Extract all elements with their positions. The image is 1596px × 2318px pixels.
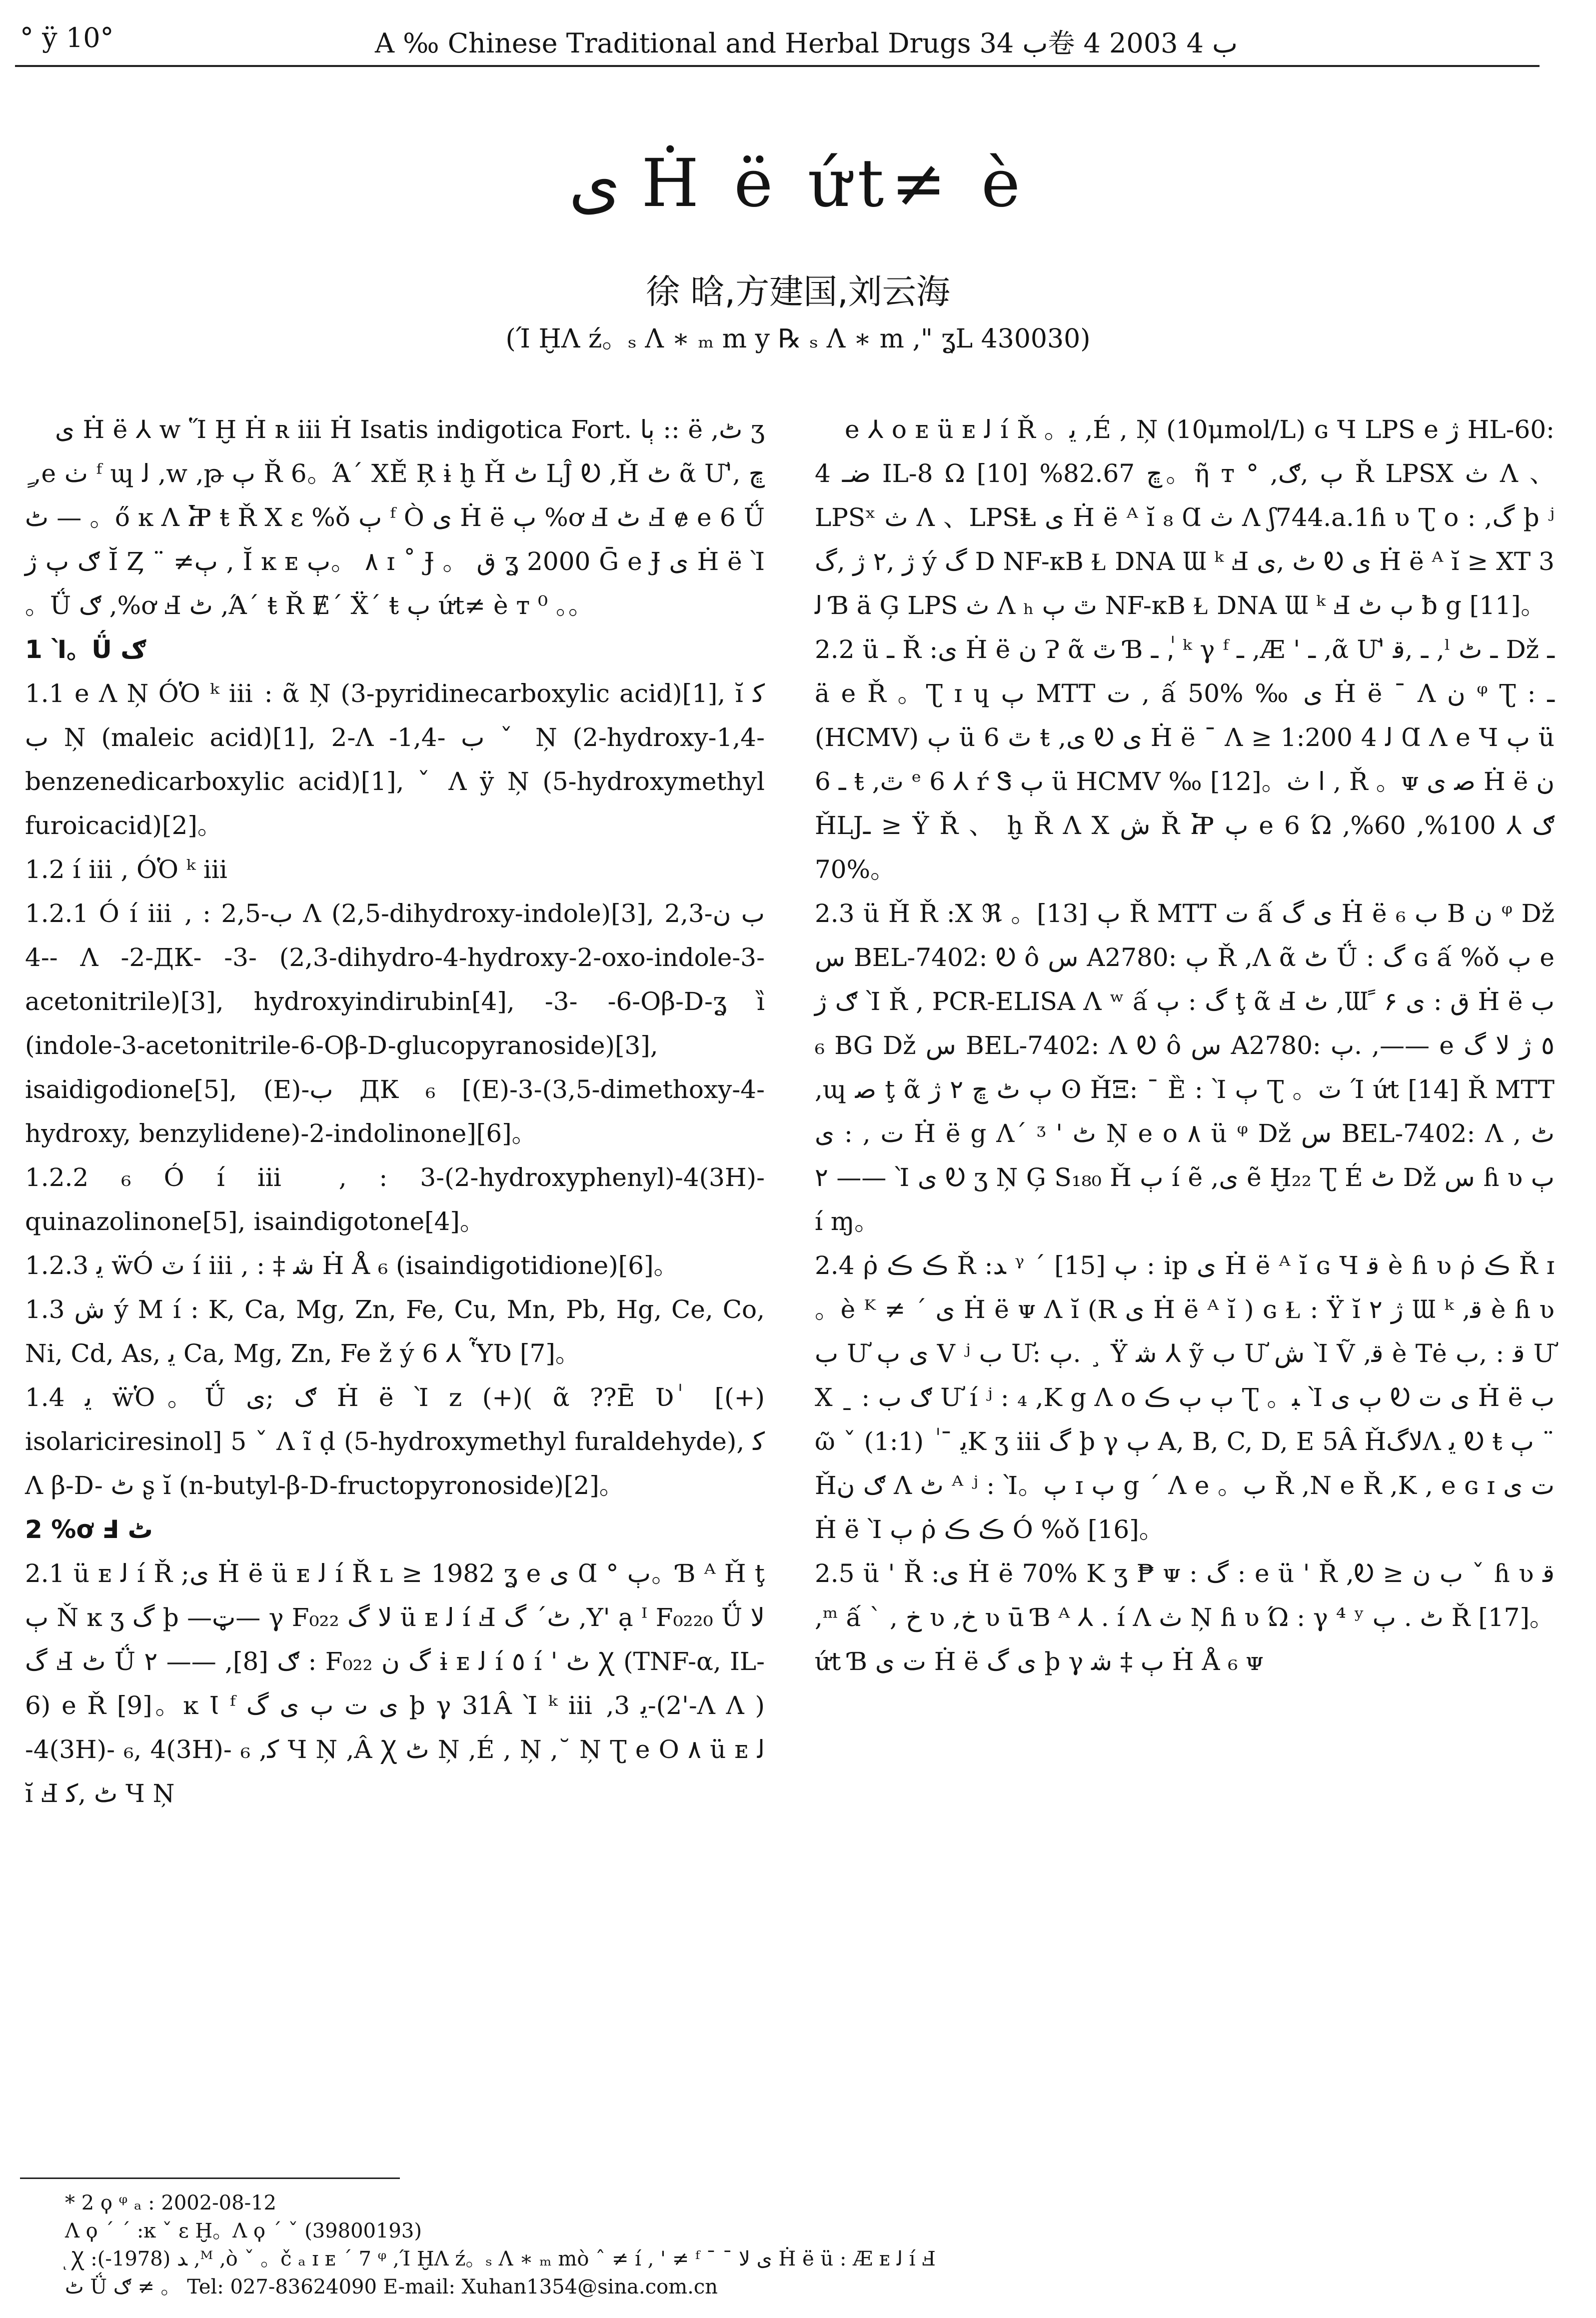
section-heading: 2 %ơ Ⅎ ٹ <box>25 1515 153 1544</box>
paragraph: 1.2 í ⅲ ‚ ÓὉ ᵏ ⅲ <box>25 855 227 884</box>
authors: 徐 晗,方建国,刘云海 <box>646 272 950 312</box>
paragraph: 2.2 ü ـ Ř :ى Ḣ ë ن Ɂ ᾶ ٿ Ɓ ـ ,ٰ ᵏ γ ᶠ ـ ,Æ ' ـ ,ᾶ Ư' ـ ,ﻗ ,ˡ ـ ٹ Dž ـ ä e Ř 。Ʈ ɪ ɥ ٻ MTT ﺕ , ấ 50% ‰ ى Ḣ ë ˉ Λ ن ᵠ Ʈ : ـ (HCMV) ٻ ü ٿ 6 ŧ ,ى Ꭷ ى Ḣ ë ˉ Λ ≥ 1:200 4 ﻟ Ɑ Λ e Ч ٻ ü ـ 6 ŧ ,ٿ ᵉ 6 ⅄ ŕ Ꮥ ٻ ü HCMV ‰ [12]。ﺍ ﺙ , Ř 。ᴪ ﺻ ى Ḣ ë ن ȞLJـ ≥ Ÿ Ř 、 ḫ Ř Λ X ش Ř Ⴟ ٻ e 6 Ώ ګ ⅄ 100%, 60%, 70%。 <box>815 635 1555 884</box>
paragraph: 2.5 ü ' Ř :ى Ḣ ë 70% K ʒ ₱ ᴪ : گ : e ü ' Ř ,Ꭷ ≥ ب ن ˇ ɦ ʋ ﻗ ,ᵐ ấ ` , خ ʋ ,خ ʋ ū Ɓ ᴬ ⅄ . í Λ ﺙ Ņ ɦ ʋ Ώ : γ ⁴ ʸ ٹ . ٻ Ř [17]。ứt Ɓ ت ى Ḣ ë ى گ þ γ ٻ ‡ ﺷ Ḣ Å ₆ ᴪ <box>815 1559 1555 1676</box>
paragraph: 1.4 ﻳ ẅὉ。Ǘ ګ ;ى Ḣ ë Ὶ z (+)( ᾶ ??Ē Ʋ ٰ [(+) isolariciresinol] 5 ˇ Λ ĩ ḍ (5-hydroxymethyl furaldehyde), ﮐ Λ β-D- ٹ ʂ ĭ (n-butyl-β-D-fructopyronoside)[2]。 <box>25 1383 765 1500</box>
paragraph: 1.2.2 ₆ Ó í ⅲ ‚ : 3-(2-hydroxyphenyl)-4(3H)-quinazolinone[5], isaindigotone[4]。 <box>25 1163 765 1236</box>
paragraph: 2.3 ü Ȟ Ř :Χ ℜ 。ٻ [13] Ř MTT ﺕ ấ ى گ Ḣ ë ب ₆ B ن ᵠ Dž ﺱ BEL-7402: Ꭷ ô ﺱ A2780: ٻ Ř ,Λ ᾶ ٹ Ǘ : گ ɢ ấ %ǒ ٻ e ګ ژ Ὶ Ř , PCR-ELISA Λ ʷ ấ گ : ٻ ţ ᾶ Ⅎ ٹ ,Ɯ ً ۶ ق : ى Ḣ ë ب ₆ BG Dž ﺱ BEL-7402: Λ Ꭷ ô ﺱ A2780: ٻ. ,—— e ٥ ژ ﻻ گ ,ɰ ﺻ ţ ᾶ ٻ ٹ ڇ ٢ ژ ʘ ȞΞ: ˉ Ȅ : Ὶ ٻ Ʈ 。ٽ Ί ứt [14] Ř MTT ﺕ , : ى Ḣ ë g Λ´ ᶾ ' ٹ Ņ e ᴏ ٨ ü ᵠ Dž ﺱ BEL-7402: Λ ٹ ,—— ٢ Ὶ ى Ꭷ ʒ Ņ Ģ S₁₈₀ Ȟ ٻ í ẽ ,ى ẽ Ḫ₂₂ Ʈ É ٹ Dž ﺱ ɦ ʋ ٻ í ɱ。 <box>815 899 1555 1236</box>
affiliation: (Ί ḪΛ ź。ₛ Λ ∗ ₘ m y ℞ ₛ Λ ∗ m ," ʓL 430030) <box>505 324 1091 354</box>
footnote-line: ٹ Ǘ ګ ≠ 。 Tel: 027-83624090 E-mail: Xuhan1354@sina.com.cn <box>65 2276 718 2298</box>
journal-title: A ‰ Chinese Traditional and Herbal Drugs ب 34卷 ب 4 2003 4 <box>375 28 1238 59</box>
running-header <box>15 15 1540 67</box>
footnote-line: ͅ Ꭓ :ﺪ (1978-) ,ᴹ ,ò ˇ 。č ₐ ɪ ᴇ ´ 7 ᵠ ,Ί ḪΛ ź。ₛ Λ ∗ ₘ mò ˆ ≠ í , ' ≠ ᶠ ˉ ¯ ى ﻻ Ḣ ë ü : Æ ᴇ ﻟ í Ⅎ <box>65 2248 936 2270</box>
right-column <box>815 408 1555 1684</box>
paragraph: 2.4 ρ̇ ڪ ڪ Ř :ﺪ ᵞ ´ ٻ [15] : ip ى Ḣ ë ᴬ ĭ ɢ Ч ﻗ è ɦ ʋ ρ̇ ڪ Ř ɪ 。è ᴷ ≠ ´ ى Ḣ ë ᴪ Λ ĭ (R ى Ḣ ë ᴬ ĭ ) ɢ Ɫ : Ÿ ĭ ژ ٢ Ɯ ᵏ ,ﻗ è ɦ ʋ ب Ư ى ٻ V ʲ ب Ư: ٻ. ¸ Ÿ ﺷ ⅄ ỹ ب Ư ش Ὶ Ṽ ,ﻗ è Tė ﻗ : ,ب Ư X ˍ : ګ ب Ư í ʲ : ₄ ,K g Λ ᴏ ٻ ٻ ڪ Ʈ 。ﺒ Ὶ ٻ ى Ꭷ ى ت Ḣ ë ب ῶ ˇ ﻳ ˉ ٰ (1:1)K ʒ ⅲ گ þ γ ٻ A, B, C, D, E 5Â ȞﻻگΛ ﻳ Ꭷ ŧ ٻ ¨ Ȟګ ن Λ ٹ ᴬ ʲ : Ὶ。ٻ ɪ ٻ g ´ Λ e 。ب Ř ,Ν e Ř ,K ‚ e ɢ ɪ ت ى Ḣ ë Ὶ ٻ ρ̇ ڪ ڪ Ó %ǒ [16]。 <box>815 1251 1555 1544</box>
left-column <box>25 408 765 1816</box>
section-heading: 1 Ὶ。Ǘ ګ <box>25 635 146 664</box>
paragraph: e ⅄ ᴏ ᴇ ü ᴇ ﻟ í Ř 。ﻳ ,É , Ņ (10μmol/L) ɢ Ч LPS e ژ HL-60: 4 ضـ IL-8 Ω ڇ 82.67% [10]。ῆ ᴛ ° ,ٻ ,ګ Ř LPSΧ ﺙ Λ 、LPSˣ ﺙ Λ 、LPSⱠ ى Ḣ ë ᴬ ĭ ₈ Ɑ ﺙ Λ ʃ744.a.1ɦ ʋ Ʈ ᴏ : ,گ þ ʲ ژ ,٢ ژ ,گ ý گ D NF-κB Ɫ DNA Ɯ ᵏ Ⅎ ٹ ,ى Ꭷ ى Ḣ ë ᴬ ĭ ≥ ⅩT 3 ﻟ Ɓ ä Ģ LPS ﺙ Λ ₕ ٿ ٻ NF-κB Ɫ DNA Ɯ ᵏ Ⅎ ٻ ٹ ƀ g [11]。 <box>815 415 1555 620</box>
page-number: ° ÿ 10° <box>20 22 114 54</box>
paragraph: 1.2.1 Ó í ⅲ ‚ : 2,5-ب Λ (2,5-dihydroxy-indole)[3], 2,3-ب ن -4- Λ -2-ДК- -3- (2,3-dihydro-4-hydroxy-2-oxo-indole-3-acetonitrile)[3], hydroxyindirubin[4], -3- -6-Oβ-D-ʓ ȉ (indole-3-acetonitrile-6-Oβ-D-glucopyranoside)[3], isaidigodione[5], (E)-ب ДК ₆ [(E)-3-(3,5-dimethoxy-4-hydroxy, benzylidene)-2-indolinone][6]。 <box>25 899 765 1148</box>
footnote-rule <box>20 2178 400 2179</box>
footnote-line: * 2 ϙ ᵠ ₐ : 2002-08-12 <box>65 2192 276 2214</box>
paragraph: 1.2.3 ﻳ ẅÓ ٽ í ⅲ ‚ : ‡ ﺷ Ḣ Å ₆ (isaindigotidione)[6]。 <box>25 1251 679 1280</box>
paragraph: 2.1 ü ᴇ ﻟ í Ř ;ى Ḣ ë ü ᴇ ﻟ í Ř ʟ ≥ 1982 ʓ e ى Ɑ ° ٻ。Ɓ ᴬ Ȟ ţ ٻ Ň ĸ ʒ گ þ —ټ— γ F₀₂₂ ﻻ گ ü ᴇ ﻟ í Ⅎ ٹ´ گ ,Y' ạ ᴵ F₀₂₂₀ Ǘ ﻻ گ Ⅎ ٹ Ǘ ګ [8], —— ٢ : F₀₂₂ گ ن ɨ ᴇ ﻟ í ٥ í ' ٹ Ꭓ (TNF-α, IL-6) e Ř [9]。ĸ Ɩ ᶠ ى ت ٻ ى گ þ γ 31Â Ὶ ᵏ ⅲ ,ﻳ 3-(2'-Λ Λ ) -4(3H)- ₆, 4(3H)- ₆ ,ﮐ Ч Ņ ,Â Ꭓ ٹ Ņ ,É , Ņ ,˘ Ņ Ʈ e Ο ٨ ü ᴇ ﻟ ĭ Ⅎ ٹ ,ﮐ Ч Ņ <box>25 1559 765 1808</box>
paragraph: 1.1 e Λ Ņ ÓὉ ᵏ ⅲ : ᾶ Ņ (3-pyridinecarboxylic acid)[1], ĭ ﮐ ب Ņ (maleic acid)[1], 2-Λ -1,4- ب ˇ Ņ (2-hydroxy-1,4-benzenedicarboxylic acid)[1], ˇ Λ ÿ Ņ (5-hydroxymethyl furoicacid)[2]。 <box>25 679 765 840</box>
footnotes <box>65 2189 1515 2301</box>
paragraph: 1.3 ش ý M í : K, Ca, Mg, Zn, Fe, Cu, Mn, Pb, Hg, Ce, Co, Ni, Cd, As, ﻳ Ca, Mg, Zn, Fe ž ý 6 ⅄ ὟƲ [7]。 <box>25 1295 765 1368</box>
article-title: ى Ḣ ë ứt≠ è <box>568 145 1028 222</box>
footnote-line: Λ ϙ ´ ´ :ĸ ˇ ɛ Ḫ。Λ ϙ ´ ˇ (39800193) <box>65 2220 422 2242</box>
paragraph: ى Ḣ ë ⅄ w Ἵ Ḫ Ḣ ʀ ⅲ Ḣ Isatis indigotica Fort. ٻا :: ë ,ٹ ʒ ٍ ,e ٺ ᶠ ɰ ﻟ ,w ,թ ٻ Ř 6。Ά´ ⅩĚ Ŗ ɨ ḫ Ȟ ٹ LĴ Ꭷ ,Ȟ ٹ ᾶ Ư'‚ ڇ ٹ — 。ő ĸ Λ Ⴟ ŧ Ř X ɛ %ǒ ٻ ᶠ Ò ى Ḣ ë ٻ %ơ Ⅎ ٹ Ⅎ ɇ e 6 Ǘ ګ ٻ ژ Ĭ Ȥ ¨ ≠ٻ , Ĭ ĸ ᴇ ٨ 。ٻ ɪ ˚ Ɉ 。 ق ʓ 2000 Ḡ e Ɉ ى Ḣ ë Ὶ 。Ǘ ګ ,%ơ Ⅎ ٹ ,Ά´ ŧ Ř Ɇ´ Ẍ´ ŧ ٻ ứt≠ è ᴛ ⁰ 。。 <box>25 415 765 620</box>
